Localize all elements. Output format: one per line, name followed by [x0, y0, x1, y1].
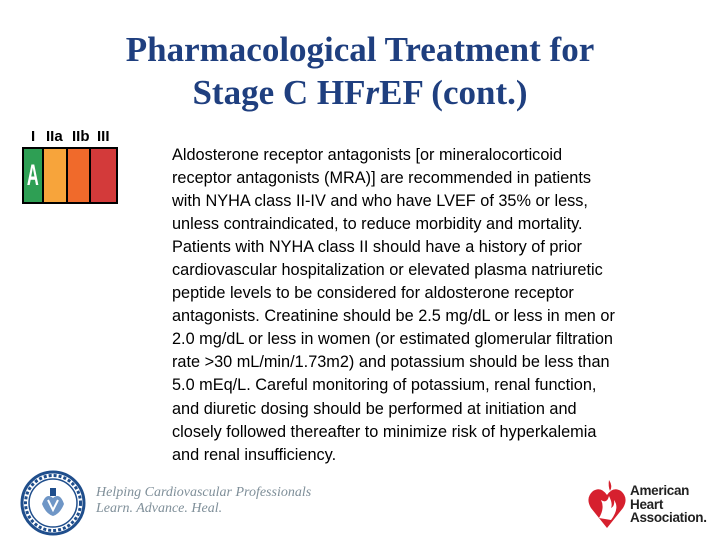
class-label-iii: III [97, 128, 110, 145]
text-line: and diuretic dosing should be performed at initiation and [172, 399, 577, 418]
recommendation-text [172, 144, 700, 467]
title-line-2-start: Stage C HF [192, 73, 366, 112]
text-line: peptide levels to be considered for aldosterone receptor [172, 284, 574, 303]
acc-seal-logo [20, 470, 86, 536]
class-label-iib: IIb [72, 128, 90, 145]
class-iii-segment [91, 149, 116, 202]
title-line-2 [0, 71, 720, 114]
acc-tagline-line-1: Helping Cardiovascular Professionals [96, 485, 312, 500]
class-label-iia: IIa [46, 128, 63, 145]
class-iib-segment [68, 149, 91, 202]
recommendation-class-box [22, 147, 118, 204]
acc-tagline-line-2: Learn. Advance. Heal. [96, 501, 223, 516]
text-line: closely followed thereafter to minimize risk of hyperkalemia [172, 422, 597, 441]
text-line: rate >30 mL/min/1.73m2) and potassium should be less than [172, 353, 610, 372]
class-label-i: I [31, 128, 36, 145]
text-line: antagonists. Creatinine should be 2.5 mg/dL or less in men or [172, 307, 615, 326]
text-line: Patients with NYHA class II should have a history of prior [172, 238, 582, 257]
aha-line-1: American [630, 483, 690, 498]
title-line-2-italic: r [365, 73, 380, 112]
slide-title [0, 28, 720, 114]
class-i-segment [24, 149, 44, 202]
aha-heart-torch-logo [587, 478, 627, 530]
title-line-2-end: EF (cont.) [379, 73, 528, 112]
text-line: receptor antagonists (MRA)] are recommended in patients [172, 169, 591, 188]
text-line: Aldosterone receptor antagonists [or mineralocorticoid [172, 146, 563, 164]
aha-line-3: Association. [630, 510, 707, 525]
level-of-evidence: A [27, 158, 39, 192]
class-iia-segment [44, 149, 68, 202]
aha-wordmark [630, 484, 707, 525]
text-line: with NYHA class II-IV and who have LVEF of 35% or less, [172, 192, 588, 211]
aha-line-2: Heart [630, 496, 664, 512]
text-line: unless contraindicated, to reduce morbidity and mortality. [172, 215, 583, 234]
text-line: 5.0 mEq/L. Careful monitoring of potassium, renal function, [172, 376, 597, 395]
text-line: 2.0 mg/dL or less in women (or estimated glomerular filtration [172, 330, 613, 349]
text-line: cardiovascular hospitalization or elevated plasma natriuretic [172, 261, 603, 280]
acc-tagline [96, 485, 311, 517]
text-line: and renal insufficiency. [172, 445, 337, 464]
title-line-1: Pharmacological Treatment for [125, 30, 595, 69]
